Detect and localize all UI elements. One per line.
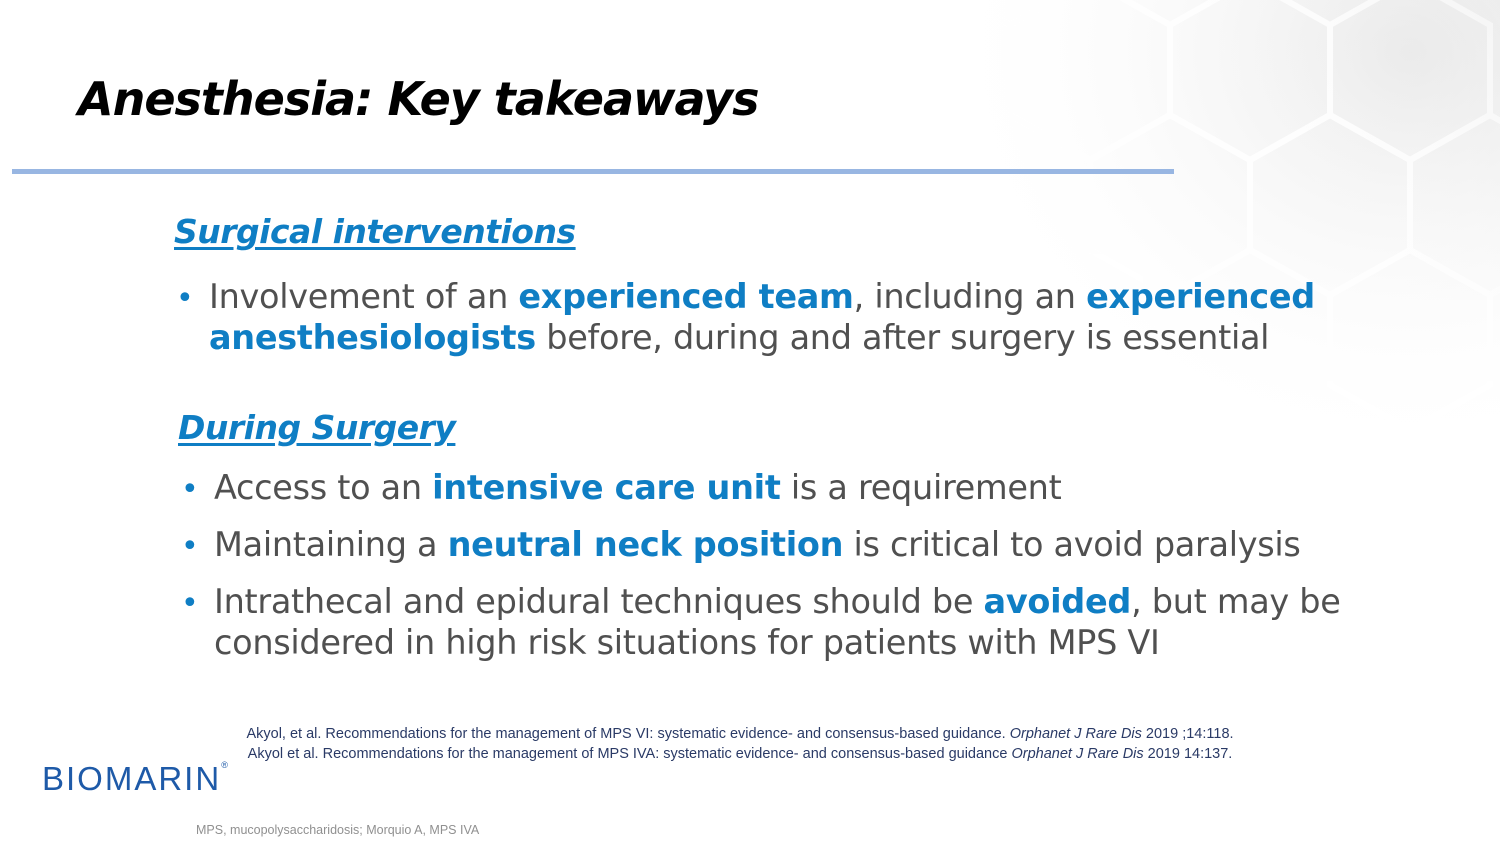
bullet-intrathecal-epidural: • Intrathecal and epidural techniques should be avoided, but may be considered in high risk situations for patients with MPS VI (181, 582, 1341, 662)
abbreviation-footnote: MPS, mucopolysaccharidosis; Morquio A, MPS IVA (196, 823, 480, 837)
reference-item: Akyol et al. Recommendations for the management of MPS IVA: systematic evidence- and consensus-based guidance Orphanet J Rare Dis 2019 14:137. (247, 746, 1233, 762)
title-divider (12, 169, 1174, 174)
bullet-dot-icon: • (181, 586, 199, 621)
bullet-intensive-care: • Access to an intensive care unit is a requirement (214, 467, 1334, 508)
biomarin-logo: BIOMARIN® (42, 760, 228, 797)
bullet-experienced-team: • Involvement of an experienced team, including an experienced anesthesiologists before, during and after surgery is essential (176, 277, 1315, 357)
slide-title: Anesthesia: Key takeaways (78, 72, 759, 126)
bullet-neutral-neck: • Maintaining a neutral neck position is critical to avoid paralysis (214, 524, 1334, 565)
reference-item: Akyol, et al. Recommendations for the management of MPS VI: systematic evidence- and consensus-based guidance. Orphanet J Rare Dis 2019 ;14:118. (246, 726, 1234, 742)
bullet-dot-icon: • (176, 281, 194, 316)
bullet-dot-icon: • (181, 472, 199, 507)
references (200, 724, 1280, 764)
section-heading-during-surgery: During Surgery (178, 408, 456, 447)
section-heading-surgical-interventions: Surgical interventions (174, 212, 576, 251)
bullet-dot-icon: • (181, 529, 199, 564)
